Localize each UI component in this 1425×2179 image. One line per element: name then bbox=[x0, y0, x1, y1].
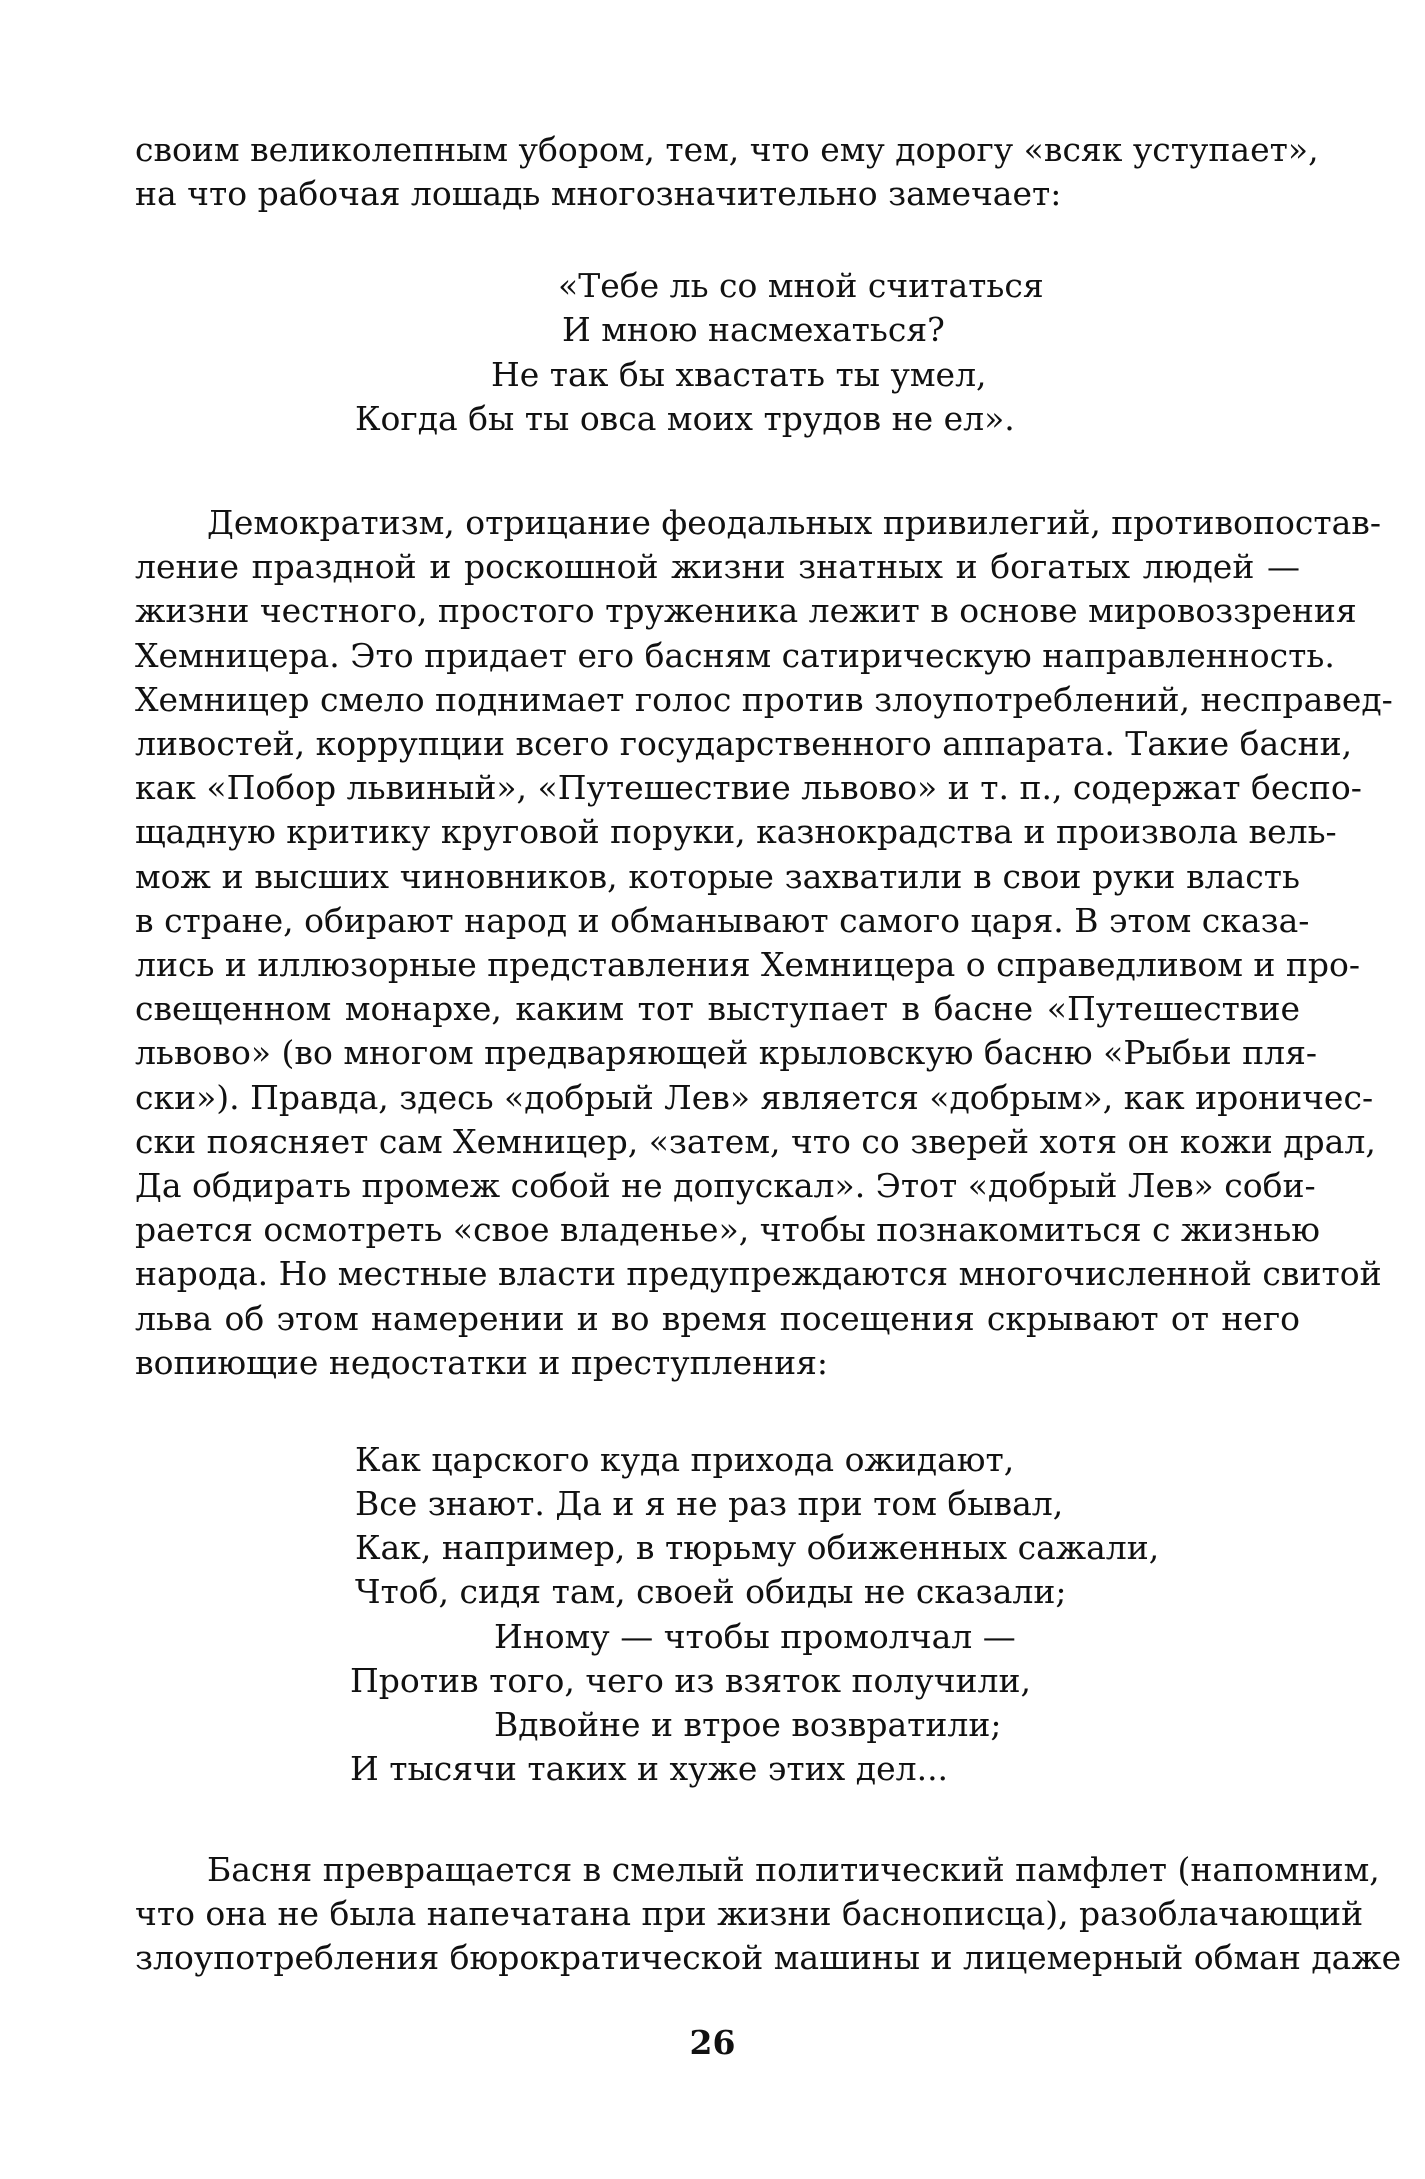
verse-line: Чтоб, сидя там, своей обиды не сказали; bbox=[355, 1572, 1067, 1611]
paragraph-line: в стране, обирают народ и обманывают самого царя. В этом сказа- bbox=[135, 901, 1310, 940]
verse-line: Вдвойне и втрое возвратили; bbox=[494, 1705, 1002, 1744]
paragraph-line: Да обдирать промеж собой не допускал». Этот «добрый Лев» соби- bbox=[135, 1166, 1316, 1205]
paragraph-line: жизни честного, простого труженика лежит в основе мировоззрения bbox=[135, 591, 1357, 630]
verse-line: Когда бы ты овса моих трудов не ел». bbox=[355, 399, 1015, 438]
verse-line: Против того, чего из взяток получили, bbox=[350, 1661, 1031, 1700]
verse-line: Как царского куда прихода ожидают, bbox=[355, 1440, 1015, 1479]
paragraph-line: ление праздной и роскошной жизни знатных и богатых людей — bbox=[135, 547, 1300, 586]
paragraph-line: щадную критику круговой поруки, казнокрадства и произвола вель- bbox=[135, 812, 1337, 851]
paragraph-line: ски поясняет сам Хемницер, «затем, что со зверей хотя он кожи драл, bbox=[135, 1122, 1376, 1161]
paragraph-line: как «Побор львиный», «Путешествие львово» и т. п., содержат беспо- bbox=[135, 768, 1362, 807]
paragraph-line: ски»). Правда, здесь «добрый Лев» является «добрым», как ироничес- bbox=[135, 1078, 1374, 1117]
page-number: 26 bbox=[689, 2023, 736, 2062]
verse-line: Не так бы хвастать ты умел, bbox=[491, 355, 987, 394]
paragraph-line: Басня превращается в смелый политический памфлет (напомним, bbox=[207, 1850, 1380, 1889]
paragraph-line: рается осмотреть «свое владенье», чтобы познакомиться с жизнью bbox=[135, 1210, 1321, 1249]
verse-line: «Тебе ль со мной считаться bbox=[558, 266, 1044, 305]
paragraph-line: народа. Но местные власти предупреждаются многочисленной свитой bbox=[135, 1254, 1382, 1293]
verse-line: Как, например, в тюрьму обиженных сажали, bbox=[355, 1528, 1160, 1567]
paragraph-line: свещенном монархе, каким тот выступает в басне «Путешествие bbox=[135, 989, 1300, 1028]
verse-line: И мною насмехаться? bbox=[562, 310, 945, 349]
paragraph-line: льва об этом намерении и во время посещения скрывают от него bbox=[135, 1299, 1300, 1338]
text-line: на что рабочая лошадь многозначительно замечает: bbox=[135, 174, 1062, 213]
paragraph-line: Хемницер смело поднимает голос против злоупотреблений, несправед- bbox=[135, 680, 1393, 719]
paragraph-line: что она не была напечатана при жизни баснописца), разоблачающий bbox=[135, 1894, 1364, 1933]
verse-line: И тысячи таких и хуже этих дел... bbox=[350, 1749, 949, 1788]
paragraph-line: мож и высших чиновников, которые захватили в свои руки власть bbox=[135, 857, 1300, 896]
verse-line: Все знают. Да и я не раз при том бывал, bbox=[355, 1484, 1064, 1523]
verse-line: Иному — чтобы промолчал — bbox=[494, 1617, 1016, 1656]
paragraph-line: лись и иллюзорные представления Хемницера о справедливом и про- bbox=[135, 945, 1361, 984]
paragraph-line: Демократизм, отрицание феодальных привилегий, противопостав- bbox=[207, 503, 1381, 542]
paragraph-line: ливостей, коррупции всего государственного аппарата. Такие басни, bbox=[135, 724, 1353, 763]
paragraph-line: вопиющие недостатки и преступления: bbox=[135, 1343, 829, 1382]
paragraph-line: Хемницера. Это придает его басням сатирическую направленность. bbox=[135, 636, 1335, 675]
paragraph-line: львово» (во многом предваряющей крыловскую басню «Рыбьи пля- bbox=[135, 1033, 1318, 1072]
text-line: своим великолепным убором, тем, что ему дорогу «всяк уступает», bbox=[135, 130, 1319, 169]
paragraph-line: злоупотребления бюрократической машины и лицемерный обман даже bbox=[135, 1938, 1402, 1977]
